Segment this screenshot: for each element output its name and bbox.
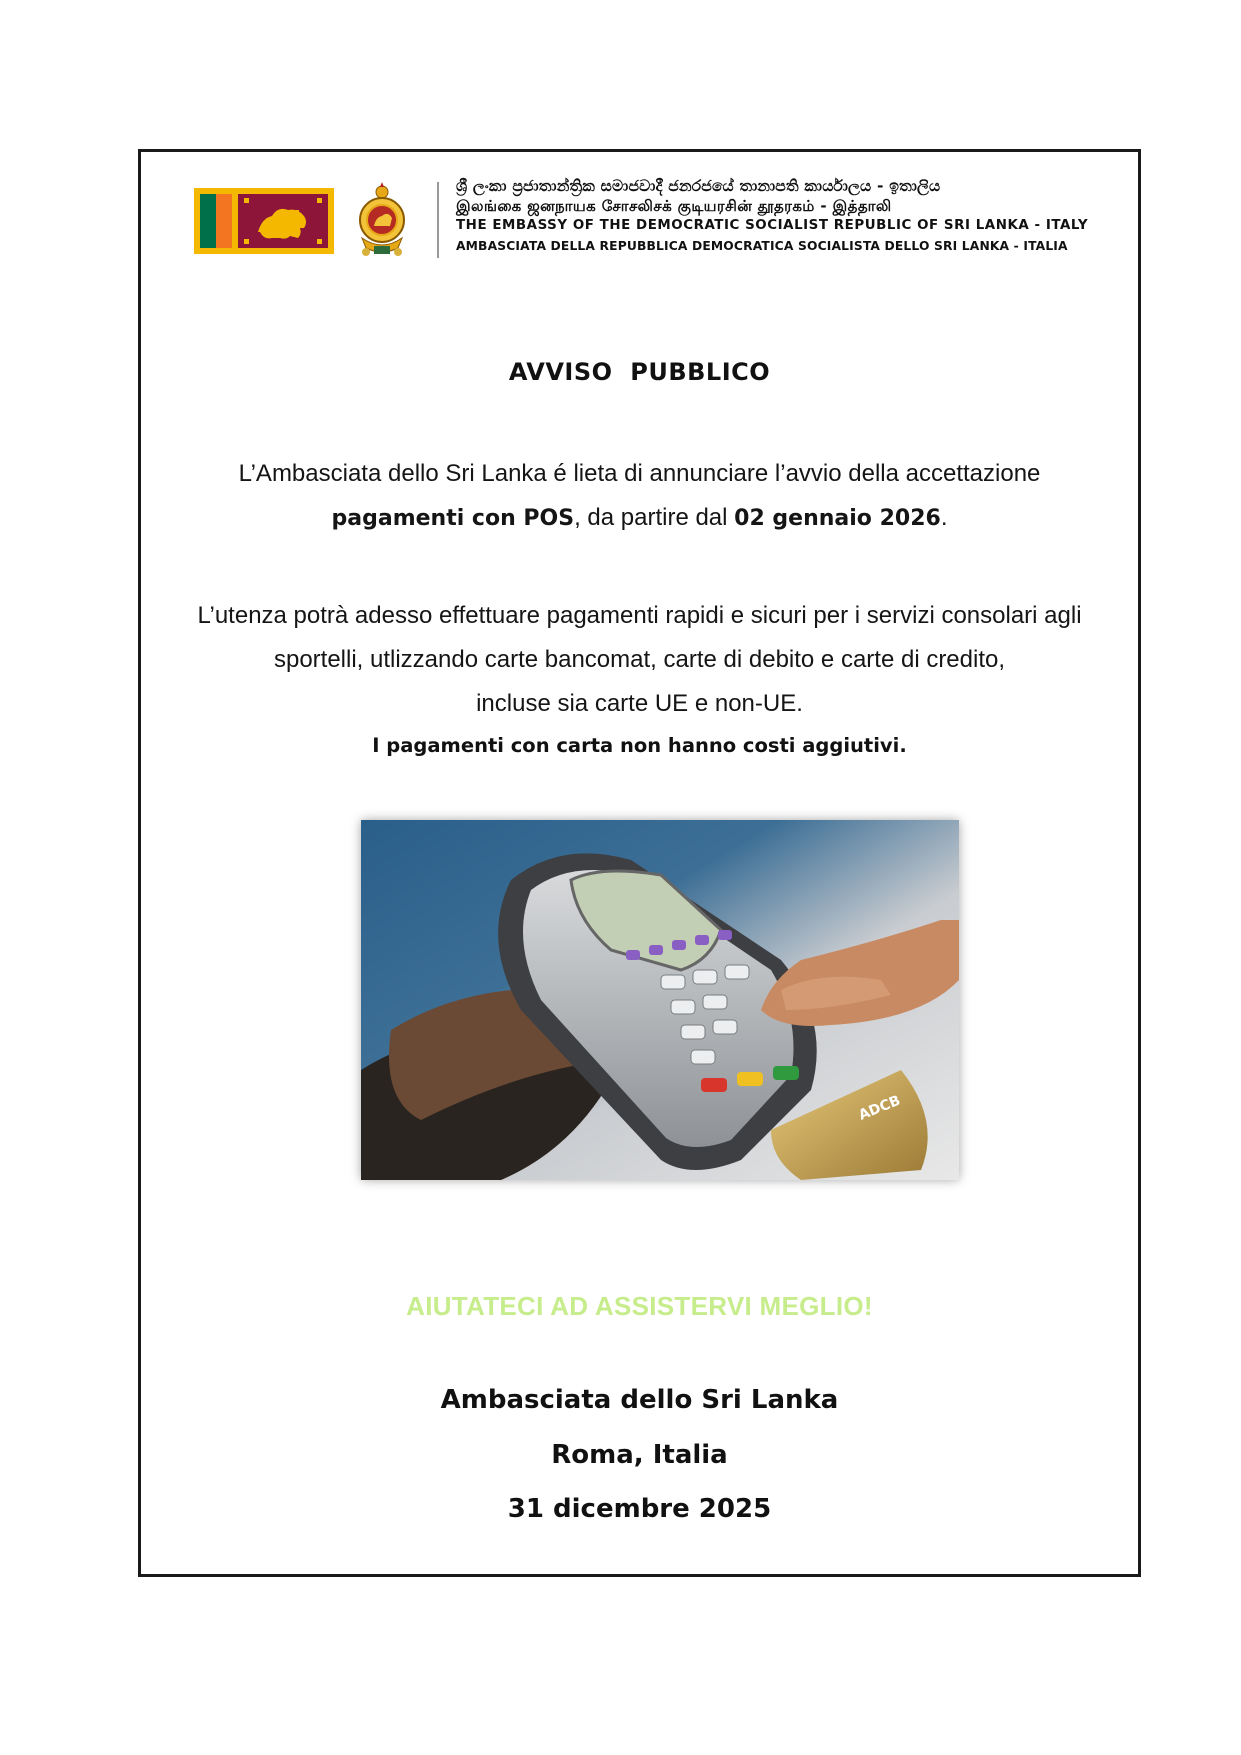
header-divider (437, 182, 439, 258)
header-line-italian: AMBASCIATA DELLA REPUBBLICA DEMOCRATICA SOCIALISTA DELLO SRI LANKA - ITALIA (456, 239, 1068, 253)
pos-terminal-photo (361, 820, 959, 1180)
details-line-2: sportelli, utlizzando carte bancomat, carte di debito e carte di credito, (273, 646, 1006, 673)
period-text: . (940, 504, 948, 531)
embassy-header (456, 176, 1136, 256)
details-line-1: L’utenza potrà adesso effettuare pagamenti rapidi e sicuri per i servizi consolari agli (197, 602, 1082, 629)
slogan: AIUTATECI AD ASSISTERVI MEGLIO! (406, 1291, 873, 1321)
no-fees-note: I pagamenti con carta non hanno costi aggiutivi. (372, 734, 907, 757)
announcement-paragraph (141, 452, 1138, 541)
signature-date: 31 dicembre 2025 (507, 1494, 772, 1524)
announcement-line-2 (141, 496, 1138, 541)
sri-lanka-flag (194, 188, 334, 254)
header-line-tamil: இலங்கை ஜனநாயக சோசலிசக் குடியரசின் தூதரகம் - இத்தாலி (456, 197, 892, 215)
sri-lanka-emblem-icon (352, 180, 412, 260)
header-line-sinhala: ශ්‍රී ලංකා ප්‍රජාතාන්ත්‍රික සමාජවාදී ජනරජයේ තානාපති කාර්යාලය - ඉතාලිය (456, 177, 941, 195)
start-text: , da partire dal (574, 504, 735, 531)
pos-payments-text: pagamenti con POS (331, 506, 575, 531)
header-line-english: THE EMBASSY OF THE DEMOCRATIC SOCIALIST REPUBLIC OF SRI LANKA - ITALY (456, 218, 1089, 233)
notice-frame (138, 149, 1141, 1577)
signature-org: Ambasciata dello Sri Lanka (440, 1385, 839, 1415)
details-line-3: incluse sia carte UE e non-UE. (476, 690, 803, 717)
notice-title: AVVISO PUBBLICO (508, 358, 771, 386)
announcement-line-1: L’Ambasciata dello Sri Lanka é lieta di annunciare l’avvio della accettazione (238, 460, 1041, 487)
signature-place: Roma, Italia (551, 1440, 728, 1470)
card-brand-text: ADCB (856, 1092, 903, 1124)
details-paragraph (141, 594, 1138, 726)
start-date-text: 02 gennaio 2026 (734, 506, 941, 531)
